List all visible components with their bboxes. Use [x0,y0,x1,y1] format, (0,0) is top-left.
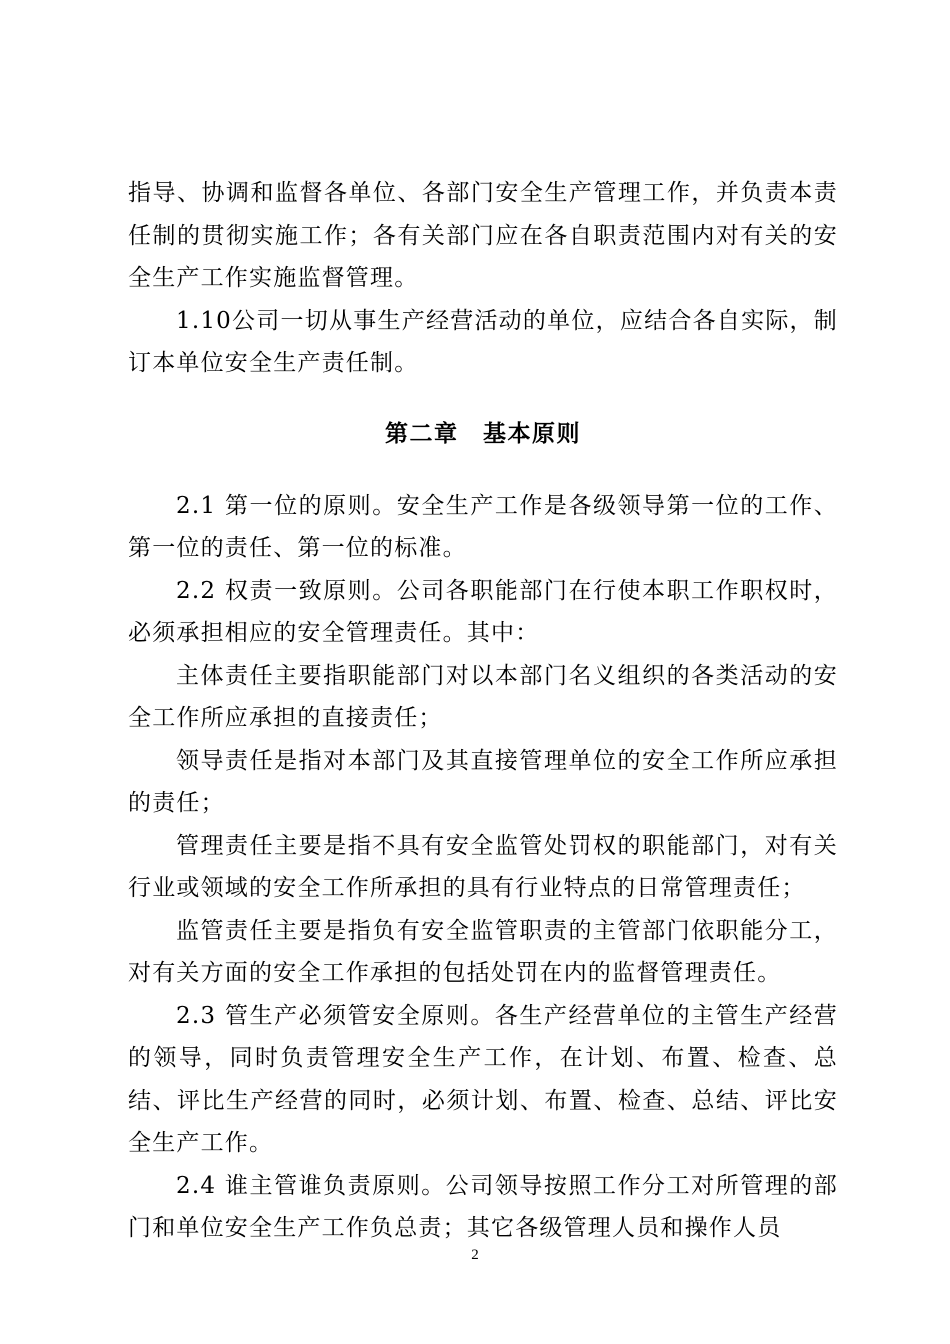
paragraph-leadership-responsibility: 领导责任是指对本部门及其直接管理单位的安全工作所应承担的责任； [128,747,838,816]
page-number: 2 [471,1247,479,1263]
paragraph-1-10: 1.10公司一切从事生产经营活动的单位，应结合各自实际，制订本单位安全生产责任制。 [128,307,838,376]
paragraph-continued: 指导、协调和监督各单位、各部门安全生产管理工作，并负责本责任制的贯彻实施工作；各有关部门应在各自职责范围内对有关的安全生产工作实施监督管理。 [128,180,838,291]
page-body [128,172,838,1250]
paragraph-supervision-responsibility: 监管责任主要是指负有安全监管职责的主管部门依职能分工，对有关方面的安全工作承担的包括处罚在内的监督管理责任。 [128,917,838,986]
paragraph-2-3: 2.3 管生产必须管安全原则。各生产经营单位的主管生产经营的领导，同时负责管理安全生产工作，在计划、布置、检查、总结、评比生产经营的同时，必须计划、布置、检查、总结、评比安全生产工作。 [128,1002,838,1156]
chapter-heading: 第二章 基本原则 [385,419,581,447]
paragraph-management-responsibility: 管理责任主要是指不具有安全监管处罚权的职能部门，对有关行业或领域的安全工作所承担的具有行业特点的日常管理责任； [128,832,838,901]
paragraph-2-1: 2.1 第一位的原则。安全生产工作是各级领导第一位的工作、第一位的责任、第一位的标准。 [128,492,838,561]
paragraph-2-4: 2.4 谁主管谁负责原则。公司领导按照工作分工对所管理的部门和单位安全生产工作负总责；其它各级管理人员和操作人员 [128,1172,838,1241]
paragraph-2-2: 2.2 权责一致原则。公司各职能部门在行使本职工作职权时，必须承担相应的安全管理责任。其中： [128,577,838,646]
paragraph-main-responsibility: 主体责任主要指职能部门对以本部门名义组织的各类活动的安全工作所应承担的直接责任； [128,662,838,731]
